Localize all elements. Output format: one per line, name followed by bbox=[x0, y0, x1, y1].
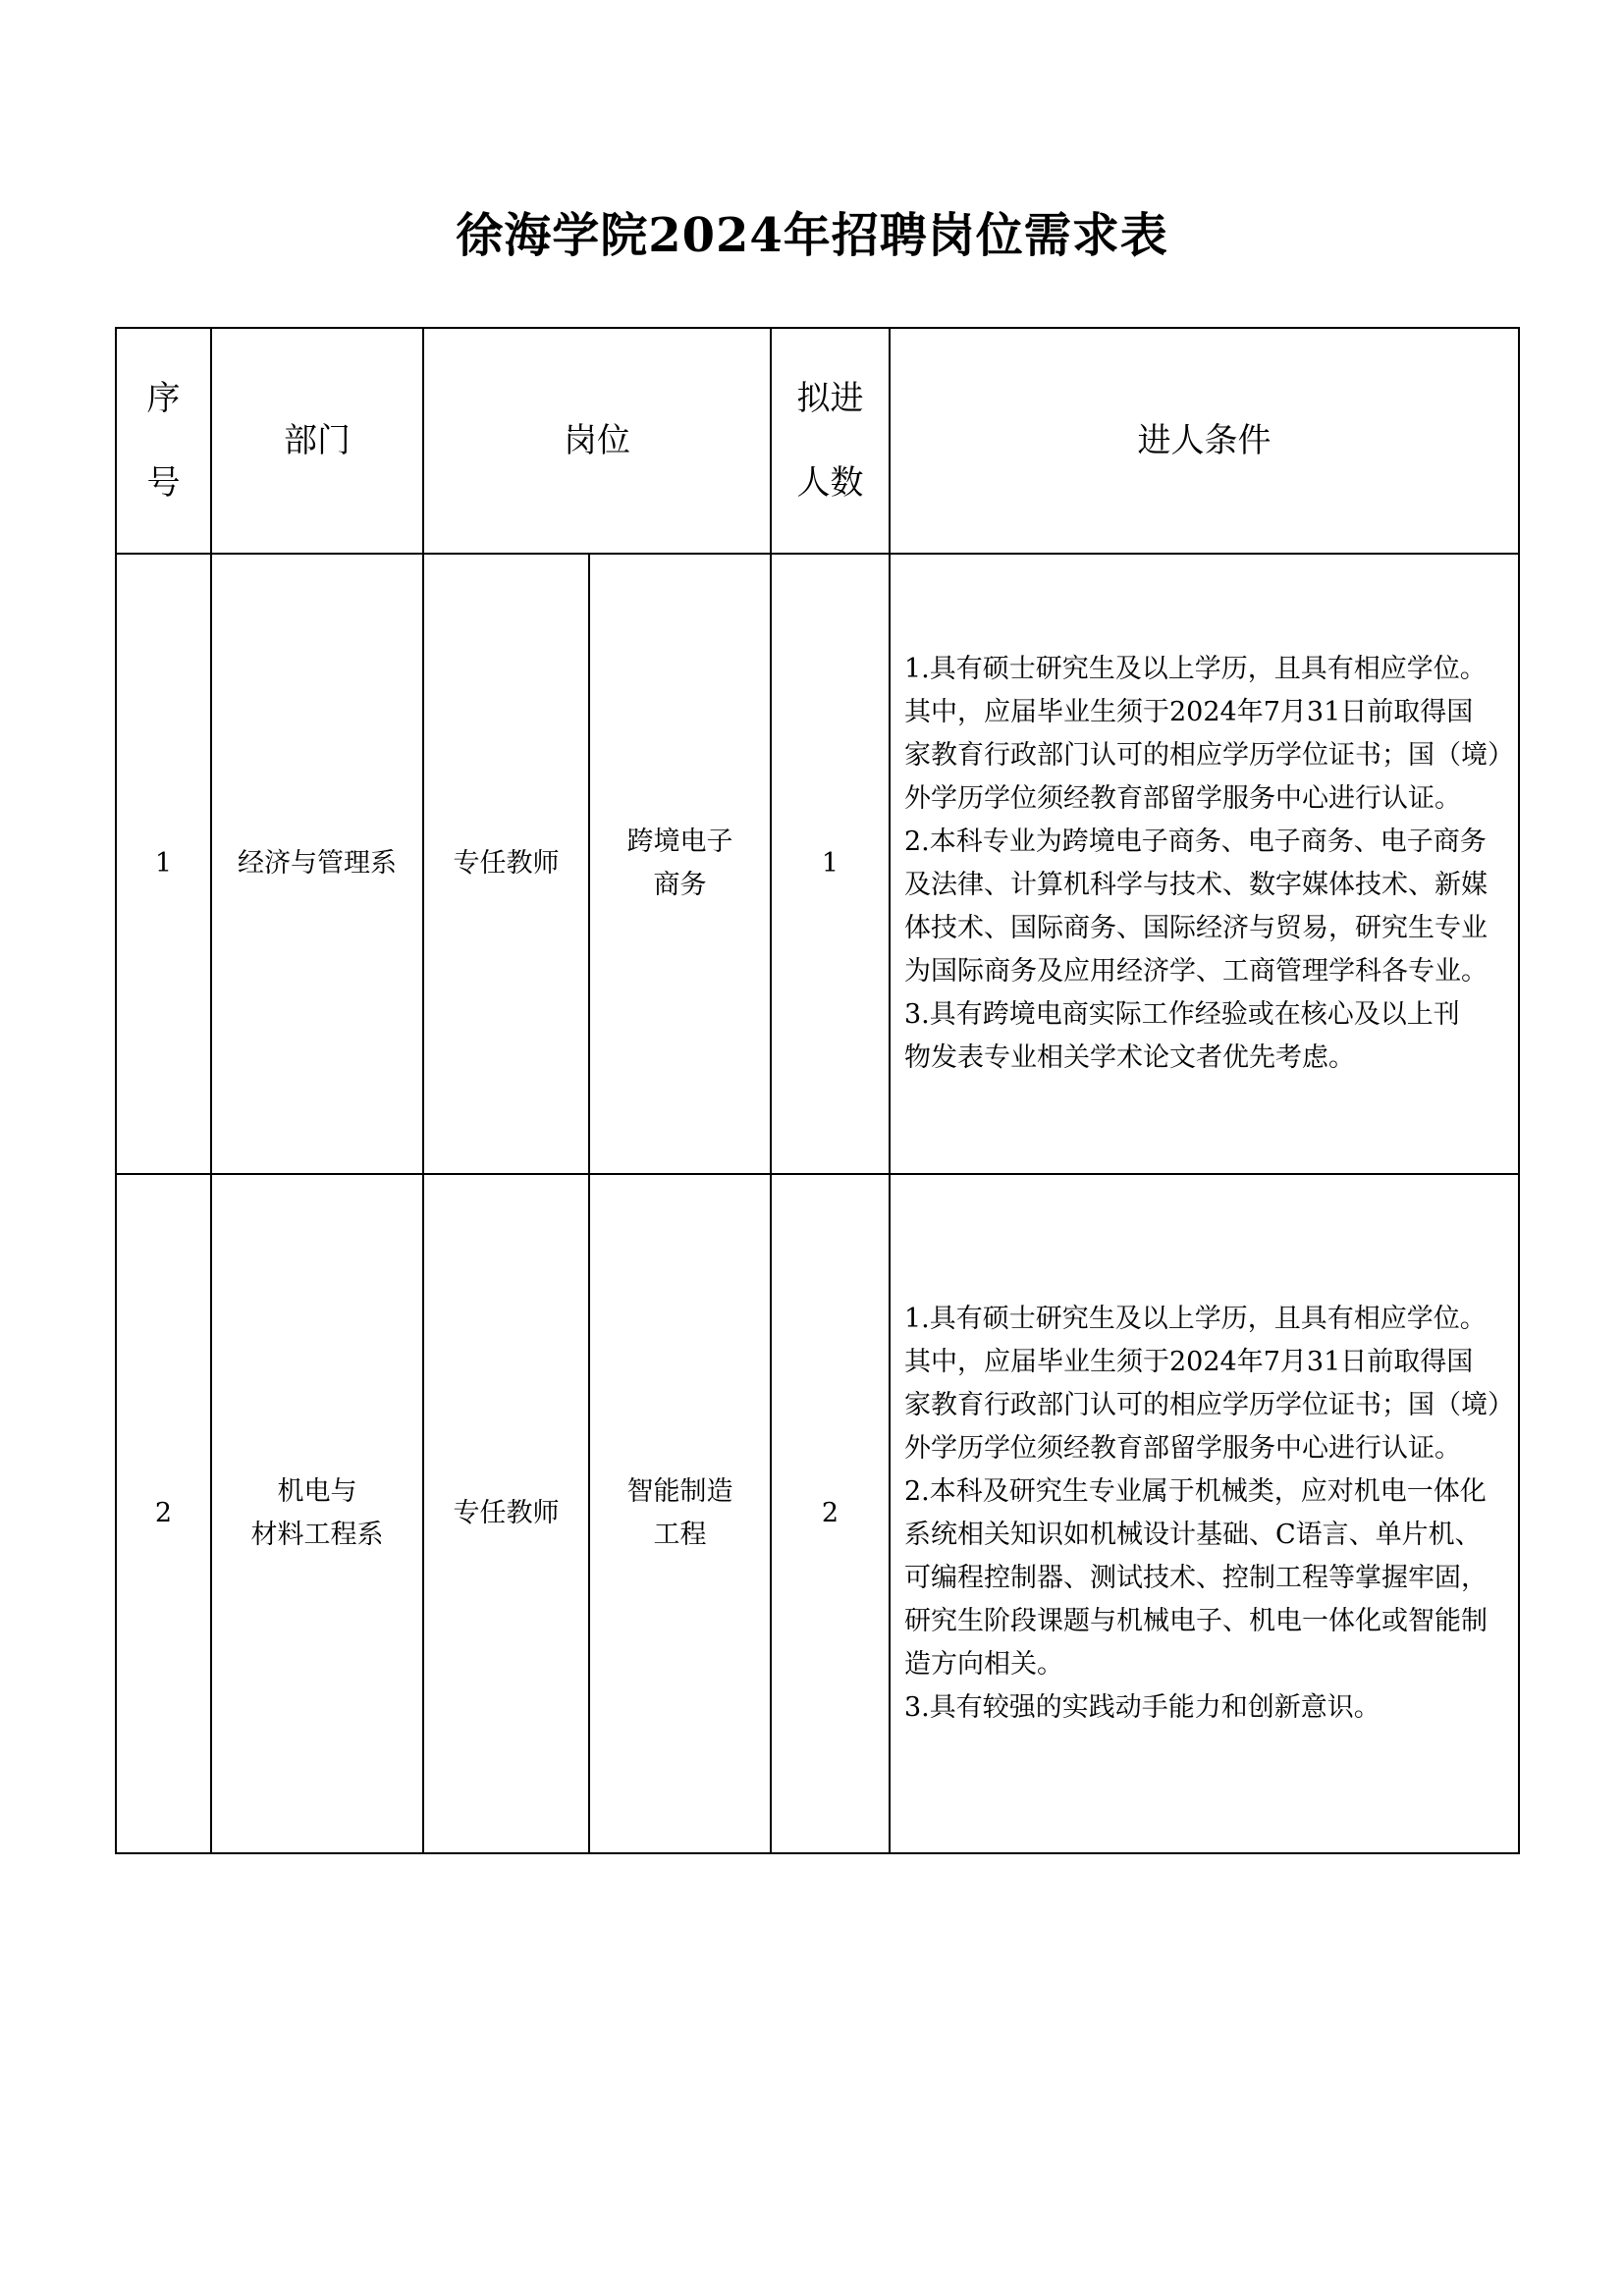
cell-conditions: 1.具有硕士研究生及以上学历，且具有相应学位。 其中，应届毕业生须于2024年7月31日前取得国 家教育行政部门认可的相应学历学位证书；国（境） 外学历学位须经教育部留学服务中心进行认证。 2.本科及研究生专业属于机械类，应对机电一体化 系统相关知识如机械设计基础、C语言、单片机、 可编程控制器、测试技术、控制工程等掌握牢固， 研究生阶段课题与机械电子、机电一体化或智能制 造方向相关。 3.具有较强的实践动手能力和创新意识。 bbox=[890, 1174, 1519, 1853]
table-row bbox=[116, 1174, 1519, 1853]
header-position: 岗位 bbox=[423, 328, 771, 554]
cell-index: 1 bbox=[116, 554, 211, 1174]
cell-department: 经济与管理系 bbox=[211, 554, 423, 1174]
cell-position-type: 专任教师 bbox=[423, 554, 589, 1174]
header-conditions: 进人条件 bbox=[890, 328, 1519, 554]
header-headcount: 拟进 人数 bbox=[771, 328, 890, 554]
cell-position-type: 专任教师 bbox=[423, 1174, 589, 1853]
header-index: 序 号 bbox=[116, 328, 211, 554]
page-title: 徐海学院2024年招聘岗位需求表 bbox=[456, 208, 1168, 263]
cell-headcount: 1 bbox=[771, 554, 890, 1174]
cell-position-field: 跨境电子 商务 bbox=[589, 554, 771, 1174]
cell-index: 2 bbox=[116, 1174, 211, 1853]
table-row bbox=[116, 554, 1519, 1174]
header-department: 部门 bbox=[211, 328, 423, 554]
recruitment-table bbox=[115, 327, 1520, 1854]
cell-position-field: 智能制造 工程 bbox=[589, 1174, 771, 1853]
cell-department: 机电与 材料工程系 bbox=[211, 1174, 423, 1853]
table-header-row bbox=[116, 328, 1519, 554]
cell-headcount: 2 bbox=[771, 1174, 890, 1853]
cell-conditions: 1.具有硕士研究生及以上学历，且具有相应学位。 其中，应届毕业生须于2024年7月31日前取得国 家教育行政部门认可的相应学历学位证书；国（境） 外学历学位须经教育部留学服务中心进行认证。 2.本科专业为跨境电子商务、电子商务、电子商务 及法律、计算机科学与技术、数字媒体技术、新媒 体技术、国际商务、国际经济与贸易，研究生专业 为国际商务及应用经济学、工商管理学科各专业。 3.具有跨境电商实际工作经验或在核心及以上刊 物发表专业相关学术论文者优先考虑。 bbox=[890, 554, 1519, 1174]
